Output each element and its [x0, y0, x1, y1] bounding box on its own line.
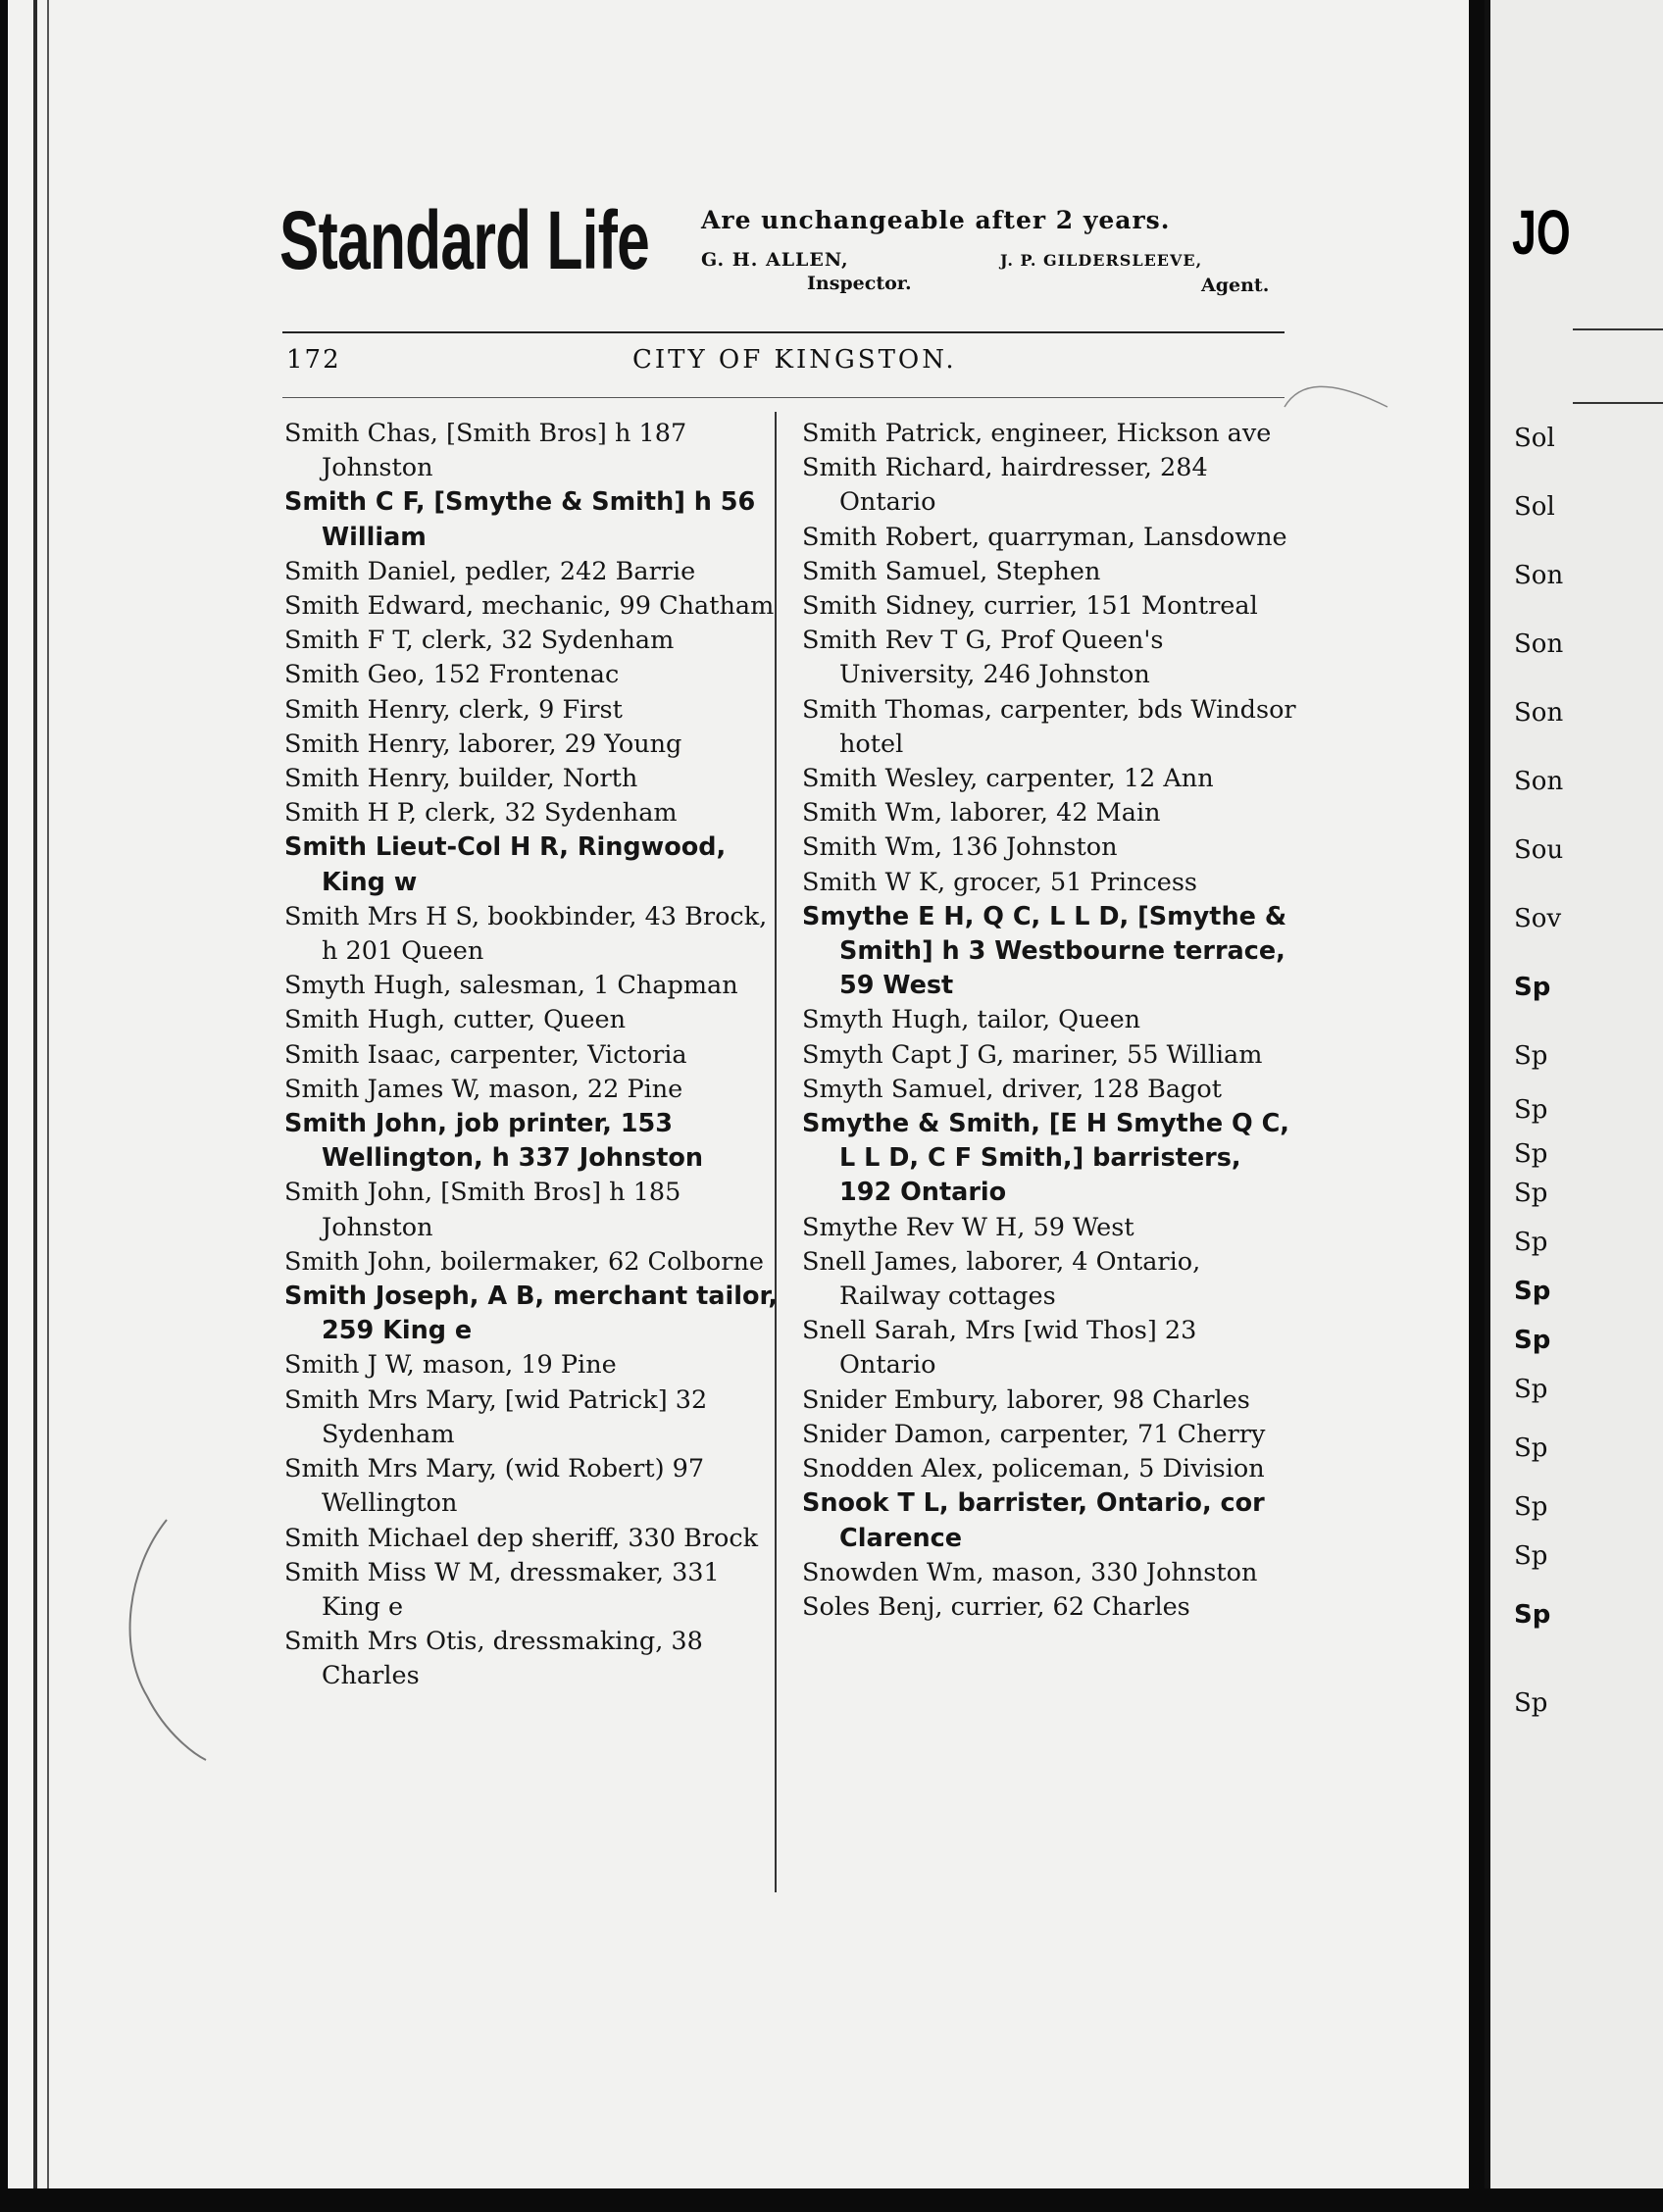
directory-entry: Smith Wesley, carpenter, 12 Ann [802, 764, 1214, 794]
directory-entry: Smith Miss W M, dressmaker, 331 King e [284, 1557, 720, 1622]
pencil-flourish [1280, 377, 1397, 417]
directory-entry: Smythe & Smith, [E H Smythe Q C, L L D, C F Smith,] barristers, 192 Ontario [802, 1109, 1289, 1208]
directory-entry: Smith Samuel, Stephen [802, 556, 1101, 586]
directory-entry: Snell Sarah, Mrs [wid Thos] 23 Ontario [802, 1316, 1197, 1381]
directory-entry: Smith Henry, laborer, 29 Young [284, 729, 682, 759]
binding-edge [33, 0, 37, 2188]
directory-entry: Smith Michael dep sheriff, 330 Brock [284, 1523, 759, 1553]
directory-entry: Smith Wm, laborer, 42 Main [802, 798, 1161, 829]
directory-entry: Smith Daniel, pedler, 242 Barrie [284, 556, 696, 586]
directory-entry: Smith Isaac, carpenter, Victoria [284, 1039, 687, 1070]
directory-entry: Smith Mrs Mary, [wid Patrick] 32 Sydenham [284, 1384, 708, 1449]
directory-entry: Smyth Hugh, tailor, Queen [802, 1005, 1141, 1035]
left-column [284, 417, 780, 1694]
facing-page-entry: Sp [1514, 1139, 1548, 1169]
facing-page-entry: Sp [1514, 1375, 1548, 1404]
directory-entry: Smith Mrs Otis, dressmaking, 38 Charles [284, 1627, 703, 1691]
facing-page-entry: Sp [1514, 1600, 1551, 1630]
directory-entry: Smith Joseph, A B, merchant tailor, 259 King e [284, 1282, 779, 1346]
directory-entry: Smith John, job printer, 153 Wellington, h 337 Johnston [284, 1109, 704, 1174]
advert-agent-name: J. P. GILDERSLEEVE, [1000, 251, 1203, 270]
directory-entry: Smith Henry, builder, North [284, 764, 638, 794]
facing-rule-bottom [1573, 402, 1663, 404]
facing-page-entry: Sp [1514, 1179, 1548, 1208]
directory-entry: Smith J W, mason, 19 Pine [284, 1350, 617, 1381]
directory-entry: Smith John, [Smith Bros] h 185 Johnston [284, 1178, 681, 1242]
facing-page [1485, 0, 1663, 2188]
directory-entry: Smith Wm, 136 Johnston [802, 832, 1118, 863]
page-number: 172 [286, 345, 341, 375]
facing-page-entry: Son [1514, 629, 1564, 659]
directory-entry: Smith W K, grocer, 51 Princess [802, 867, 1198, 897]
directory-entry: Snell James, laborer, 4 Ontario, Railway cottages [802, 1246, 1201, 1312]
facing-page-entry: Son [1514, 561, 1564, 590]
pencil-mark [108, 1510, 216, 1765]
facing-page-entry: Sp [1514, 1541, 1548, 1571]
facing-page-entry: Sol [1514, 492, 1555, 522]
directory-entry: Smith C F, [Smythe & Smith] h 56 William [284, 487, 756, 552]
directory-entry: Smyth Capt J G, mariner, 55 William [802, 1039, 1263, 1070]
facing-page-entry: Son [1514, 698, 1564, 728]
directory-entry: Smythe Rev W H, 59 West [802, 1212, 1134, 1242]
advert-inspector-name: G. H. ALLEN, [701, 249, 849, 271]
directory-entry: Smith Richard, hairdresser, 284 Ontario [802, 453, 1208, 518]
directory-entry: Smith John, boilermaker, 62 Colborne [284, 1246, 764, 1277]
facing-page-entry: Sp [1514, 1688, 1548, 1718]
facing-page-entry: Sou [1514, 835, 1564, 865]
advert-title: Standard Life [279, 194, 650, 286]
binding-edge-inner [47, 0, 49, 2188]
advert-agent-title: Agent. [1201, 275, 1270, 296]
directory-entry: Smith Rev T G, Prof Queen's University, 246 Johnston [802, 626, 1164, 690]
facing-page-entry: Sp [1514, 1326, 1551, 1355]
directory-entry: Smith F T, clerk, 32 Sydenham [284, 626, 675, 656]
header-rule [282, 331, 1285, 333]
directory-entry: Smith Mrs H S, bookbinder, 43 Brock, h 201 Queen [284, 901, 768, 967]
facing-page-entry: Sp [1514, 1228, 1548, 1257]
directory-entry: Smythe E H, Q C, L L D, [Smythe & Smith] h 3 Westbourne terrace, 59 West [802, 901, 1287, 1001]
advert-inspector-title: Inspector. [807, 273, 912, 294]
directory-entry: Smith James W, mason, 22 Pine [284, 1074, 683, 1104]
facing-page-entry: Sp [1514, 1433, 1548, 1463]
facing-rule-top [1573, 328, 1663, 330]
facing-page-entry: Sp [1514, 1095, 1548, 1125]
directory-entry: Smyth Hugh, salesman, 1 Chapman [284, 971, 738, 1001]
page-heading: CITY OF KINGSTON. [632, 345, 957, 375]
directory-entry: Snider Damon, carpenter, 71 Cherry [802, 1419, 1266, 1449]
directory-entry: Smith Thomas, carpenter, bds Windsor hotel [802, 694, 1296, 759]
facing-page-entry: Son [1514, 767, 1564, 796]
facing-page-header: JO [1512, 197, 1571, 268]
facing-page-entry: Sov [1514, 904, 1562, 933]
directory-entry: Smith Patrick, engineer, Hickson ave [802, 419, 1272, 448]
facing-page-entry: Sol [1514, 424, 1555, 453]
heading-rule [282, 397, 1285, 398]
directory-entry: Smith Edward, mechanic, 99 Chatham [284, 591, 775, 622]
directory-entry: Smith Robert, quarryman, Lansdowne [802, 522, 1287, 552]
directory-entry: Smyth Samuel, driver, 128 Bagot [802, 1074, 1222, 1104]
directory-entry: Smith Lieut-Col H R, Ringwood, King w [284, 832, 727, 897]
directory-entry: Snook T L, barrister, Ontario, cor Clarence [802, 1488, 1265, 1553]
directory-entry: Soles Benj, currier, 62 Charles [802, 1591, 1190, 1622]
facing-page-entry: Sp [1514, 1277, 1551, 1306]
directory-entry: Snider Embury, laborer, 98 Charles [802, 1384, 1250, 1415]
directory-entry: Smith Chas, [Smith Bros] h 187 Johnston [284, 419, 687, 483]
page-gutter [1485, 0, 1490, 2188]
directory-entry: Smith Henry, clerk, 9 First [284, 694, 623, 725]
directory-entry: Snodden Alex, policeman, 5 Division [802, 1454, 1265, 1484]
advert-tagline: Are unchangeable after 2 years. [701, 206, 1171, 234]
facing-page-entry: Sp [1514, 1492, 1548, 1522]
facing-page-entry: Sp [1514, 973, 1551, 1002]
directory-entry: Smith Geo, 152 Frontenac [284, 660, 620, 690]
right-column [802, 417, 1297, 1625]
directory-entry: Smith Sidney, currier, 151 Montreal [802, 591, 1258, 622]
directory-entry: Snowden Wm, mason, 330 Johnston [802, 1557, 1258, 1587]
directory-entry: Smith H P, clerk, 32 Sydenham [284, 798, 678, 829]
directory-entry: Smith Hugh, cutter, Queen [284, 1005, 627, 1035]
directory-entry: Smith Mrs Mary, (wid Robert) 97 Wellington [284, 1454, 705, 1519]
facing-page-entry: Sp [1514, 1041, 1548, 1071]
